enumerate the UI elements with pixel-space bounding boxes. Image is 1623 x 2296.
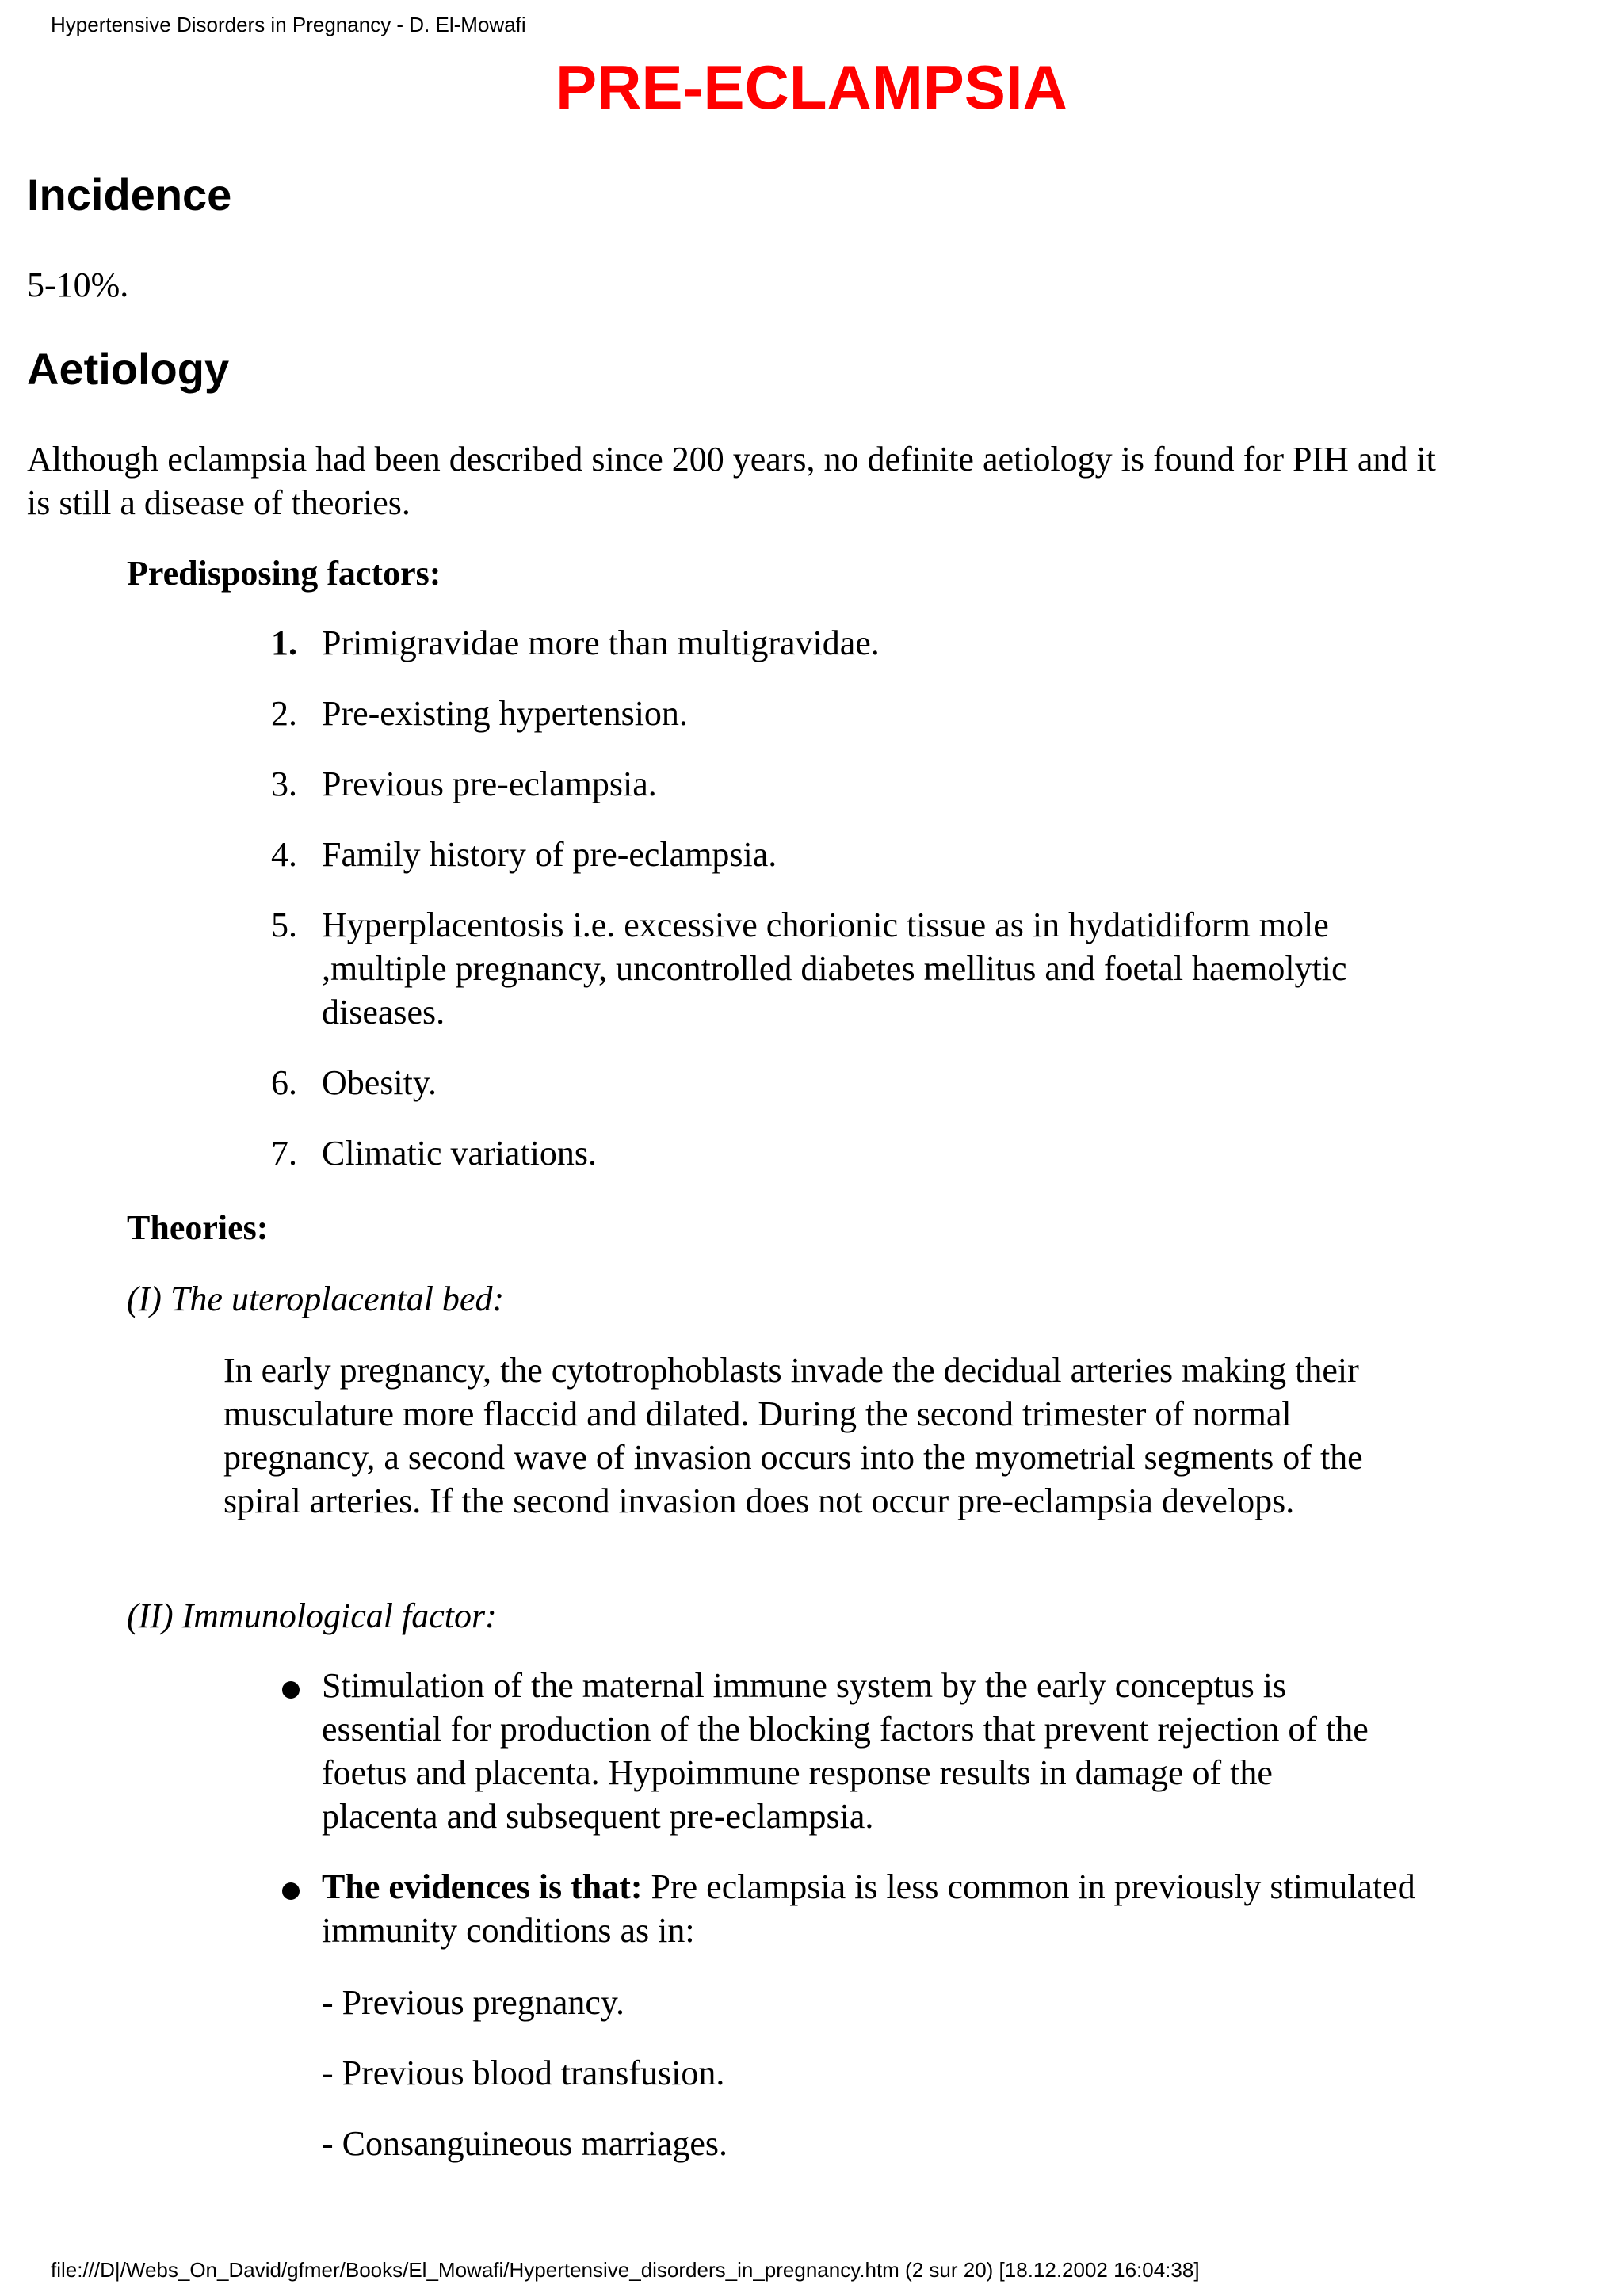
list-item bbox=[271, 762, 1381, 806]
sub-item: - Previous blood transfusion. bbox=[322, 2054, 725, 2092]
bullet-item bbox=[271, 1865, 1423, 1952]
sub-item: - Consanguineous marriages. bbox=[322, 2124, 727, 2163]
list-item-number: 6. bbox=[271, 1063, 297, 1102]
list-item-number: 3. bbox=[271, 765, 297, 803]
sub-item: - Previous pregnancy. bbox=[322, 1983, 625, 2022]
bullet-icon bbox=[282, 1882, 300, 1900]
list-item bbox=[271, 833, 1381, 876]
aetiology-intro bbox=[27, 437, 1604, 524]
aetiology-intro-line1: Although eclampsia had been described since 200 years, no definite aetiology is found for PIH and it bbox=[27, 440, 1436, 479]
predisposing-factors-heading: Predisposing factors: bbox=[127, 554, 441, 593]
aetiology-heading: Aetiology bbox=[27, 344, 230, 394]
list-item-number: 5. bbox=[271, 906, 297, 944]
list-item bbox=[271, 1061, 1381, 1104]
theory1-heading: (I) The uteroplacental bed: bbox=[127, 1280, 505, 1318]
incidence-value: 5-10%. bbox=[27, 265, 129, 304]
file-path-footer: file:///D|/Webs_On_David/gfmer/Books/El_Mowafi/Hypertensive_disorders_in_pregnancy.htm (2 sur 20) [18.12.2002 16:04:38] bbox=[51, 2258, 1200, 2282]
list-item-number: 7. bbox=[271, 1134, 297, 1173]
list-item bbox=[271, 1131, 1381, 1175]
list-item bbox=[271, 692, 1381, 735]
bullet-item-text: Pre eclampsia is less common in previously stimulated immunity conditions as in: bbox=[322, 1867, 1415, 1950]
bullet-item-bold: The evidences is that: bbox=[322, 1867, 643, 1906]
list-item-number: 2. bbox=[271, 694, 297, 733]
list-item-text: Obesity. bbox=[322, 1063, 437, 1102]
bullet-item-text: Stimulation of the maternal immune system by the early conceptus is essential for production of the blocking factors that prevent rejection of the foetus and placenta. Hypoimmune response results in damage of the placenta and subsequent pre-eclampsia. bbox=[322, 1666, 1369, 1836]
list-item bbox=[271, 903, 1423, 1034]
list-item-text: Primigravidae more than multigravidae. bbox=[322, 624, 880, 662]
bullet-icon bbox=[282, 1681, 300, 1699]
theories-heading: Theories: bbox=[127, 1208, 269, 1247]
immunological-bullets bbox=[271, 1664, 1415, 1979]
theory2-heading: (II) Immunological factor: bbox=[127, 1596, 497, 1635]
list-item-text: Hyperplacentosis i.e. excessive chorionic tissue as in hydatidiform mole ,multiple pregnancy, uncontrolled diabetes mellitus and foetal haemolytic diseases. bbox=[322, 906, 1347, 1032]
list-item-number: 1. bbox=[271, 624, 297, 662]
predisposing-factors-list bbox=[271, 621, 1381, 1202]
incidence-heading: Incidence bbox=[27, 170, 232, 219]
list-item-text: Pre-existing hypertension. bbox=[322, 694, 688, 733]
bullet-item bbox=[271, 1664, 1396, 1838]
page-title: PRE-ECLAMPSIA bbox=[556, 52, 1067, 122]
list-item-number: 4. bbox=[271, 835, 297, 874]
list-item-text: Climatic variations. bbox=[322, 1134, 598, 1173]
running-header: Hypertensive Disorders in Pregnancy - D. El-Mowafi bbox=[51, 13, 526, 36]
list-item bbox=[271, 621, 1381, 665]
theory1-text: In early pregnancy, the cytotrophoblasts invade the decidual arteries making their musculature more flaccid and dilated. During the second trimester of normal pregnancy, a second wave of invasion occurs into the myometrial segments of the spiral arteries. If the second invasion does not occur pre-eclampsia develops. bbox=[223, 1351, 1363, 1520]
list-item-text: Family history of pre-eclampsia. bbox=[322, 835, 777, 874]
aetiology-intro-line2: is still a disease of theories. bbox=[27, 483, 411, 522]
list-item-text: Previous pre-eclampsia. bbox=[322, 765, 657, 803]
